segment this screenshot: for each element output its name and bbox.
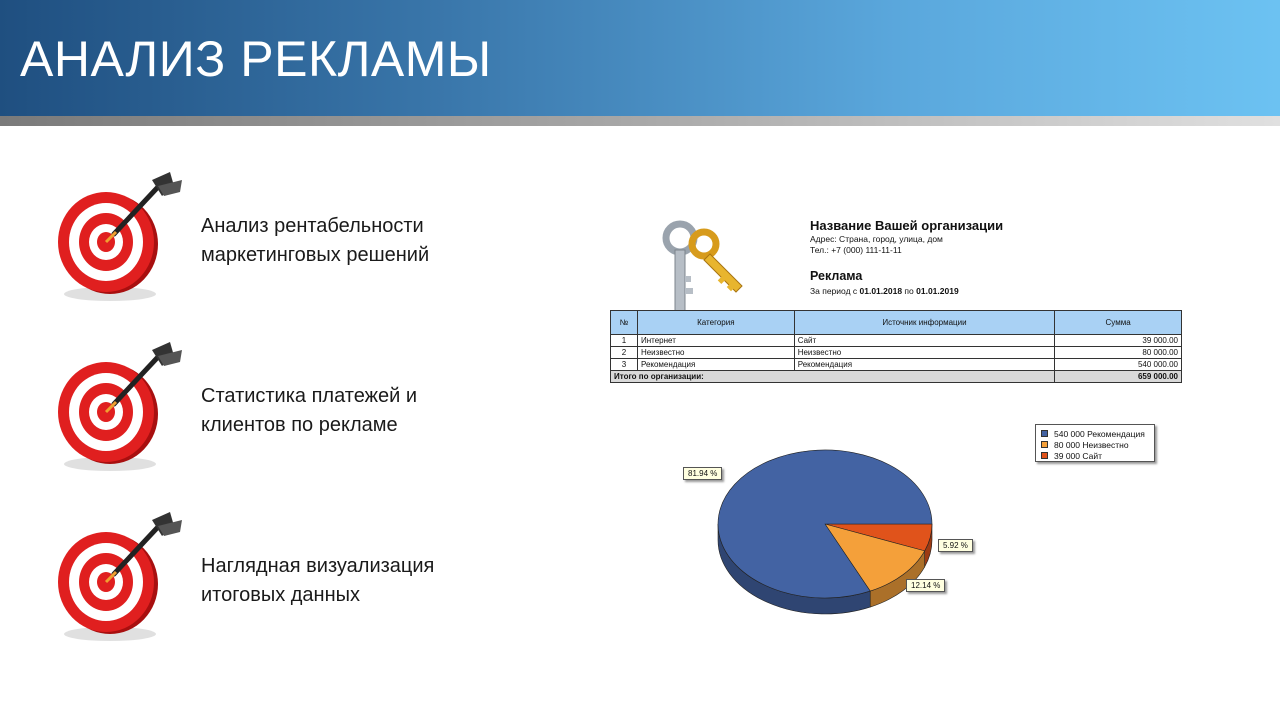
report-header — [810, 218, 1003, 296]
period-mid: по — [902, 286, 917, 296]
legend-label: 540 000 Рекомендация — [1054, 428, 1145, 439]
feature-line: итоговых данных — [201, 584, 361, 606]
legend-swatch — [1041, 430, 1048, 437]
slide-title: АНАЛИЗ РЕКЛАМЫ — [20, 31, 492, 87]
target-dart-icon — [52, 166, 192, 306]
column-header: Источник информации — [794, 311, 1055, 335]
pie-legend — [1035, 424, 1155, 462]
feature-line: Анализ рентабельности — [201, 215, 424, 237]
feature-line: Статистика платежей и — [201, 385, 418, 407]
feature-line: клиентов по рекламе — [201, 414, 398, 436]
feature-text — [201, 552, 434, 610]
column-header: Категория — [637, 311, 794, 335]
table-header-row — [611, 311, 1182, 335]
period-to: 01.01.2019 — [916, 286, 959, 296]
org-name: Название Вашей организации — [810, 218, 1004, 233]
table-cell: 2 — [611, 347, 638, 359]
report-period — [810, 286, 1003, 296]
feature-item-profitability — [52, 166, 532, 306]
target-dart-icon — [52, 506, 192, 646]
pie-label-unknown: 12.14 % — [906, 579, 945, 592]
legend-swatch — [1041, 441, 1048, 448]
pie-label-site: 5.92 % — [938, 539, 973, 552]
table-cell: Сайт — [794, 335, 1055, 347]
target-dart-icon — [52, 336, 192, 476]
pie-chart — [675, 420, 1015, 620]
slide-header — [0, 0, 1280, 116]
keys-icon — [658, 216, 748, 316]
feature-item-visualization — [52, 506, 532, 646]
feature-text — [201, 382, 417, 440]
report-preview — [610, 210, 1190, 400]
table-cell: Рекомендация — [794, 359, 1055, 371]
table-row — [611, 335, 1182, 347]
header-divider — [0, 116, 1280, 126]
report-table — [610, 310, 1182, 383]
org-phone: Тел.: +7 (000) 111-11-11 — [810, 245, 902, 255]
legend-label: 39 000 Сайт — [1054, 450, 1102, 461]
feature-line: Наглядная визуализация — [201, 555, 435, 577]
table-cell: 80 000.00 — [1055, 347, 1182, 359]
pie-label-recommendation: 81.94 % — [683, 467, 722, 480]
table-cell: 3 — [611, 359, 638, 371]
column-header: № — [611, 311, 638, 335]
legend-label: 80 000 Неизвестно — [1054, 439, 1129, 450]
legend-item — [1041, 439, 1149, 450]
feature-line: маркетинговых решений — [201, 244, 430, 266]
legend-swatch — [1041, 452, 1048, 459]
table-cell: Рекомендация — [637, 359, 794, 371]
feature-text — [201, 212, 429, 270]
column-header: Сумма — [1055, 311, 1182, 335]
legend-item — [1041, 428, 1149, 439]
table-cell: Интернет — [637, 335, 794, 347]
table-row — [611, 347, 1182, 359]
feature-item-statistics — [52, 336, 532, 476]
table-total-row — [611, 371, 1182, 383]
legend-item — [1041, 450, 1149, 461]
org-address: Адрес: Страна, город, улица, дом — [810, 234, 943, 244]
period-prefix: За период с — [810, 286, 860, 296]
table-cell: 39 000.00 — [1055, 335, 1182, 347]
pie-chart-svg — [675, 420, 1015, 620]
total-label: Итого по организации: — [611, 371, 1055, 383]
table-cell: Неизвестно — [794, 347, 1055, 359]
total-value: 659 000.00 — [1055, 371, 1182, 383]
report-title: Реклама — [810, 269, 863, 283]
table-row — [611, 359, 1182, 371]
table-cell: 1 — [611, 335, 638, 347]
table-cell: Неизвестно — [637, 347, 794, 359]
table-cell: 540 000.00 — [1055, 359, 1182, 371]
period-from: 01.01.2018 — [859, 286, 903, 296]
